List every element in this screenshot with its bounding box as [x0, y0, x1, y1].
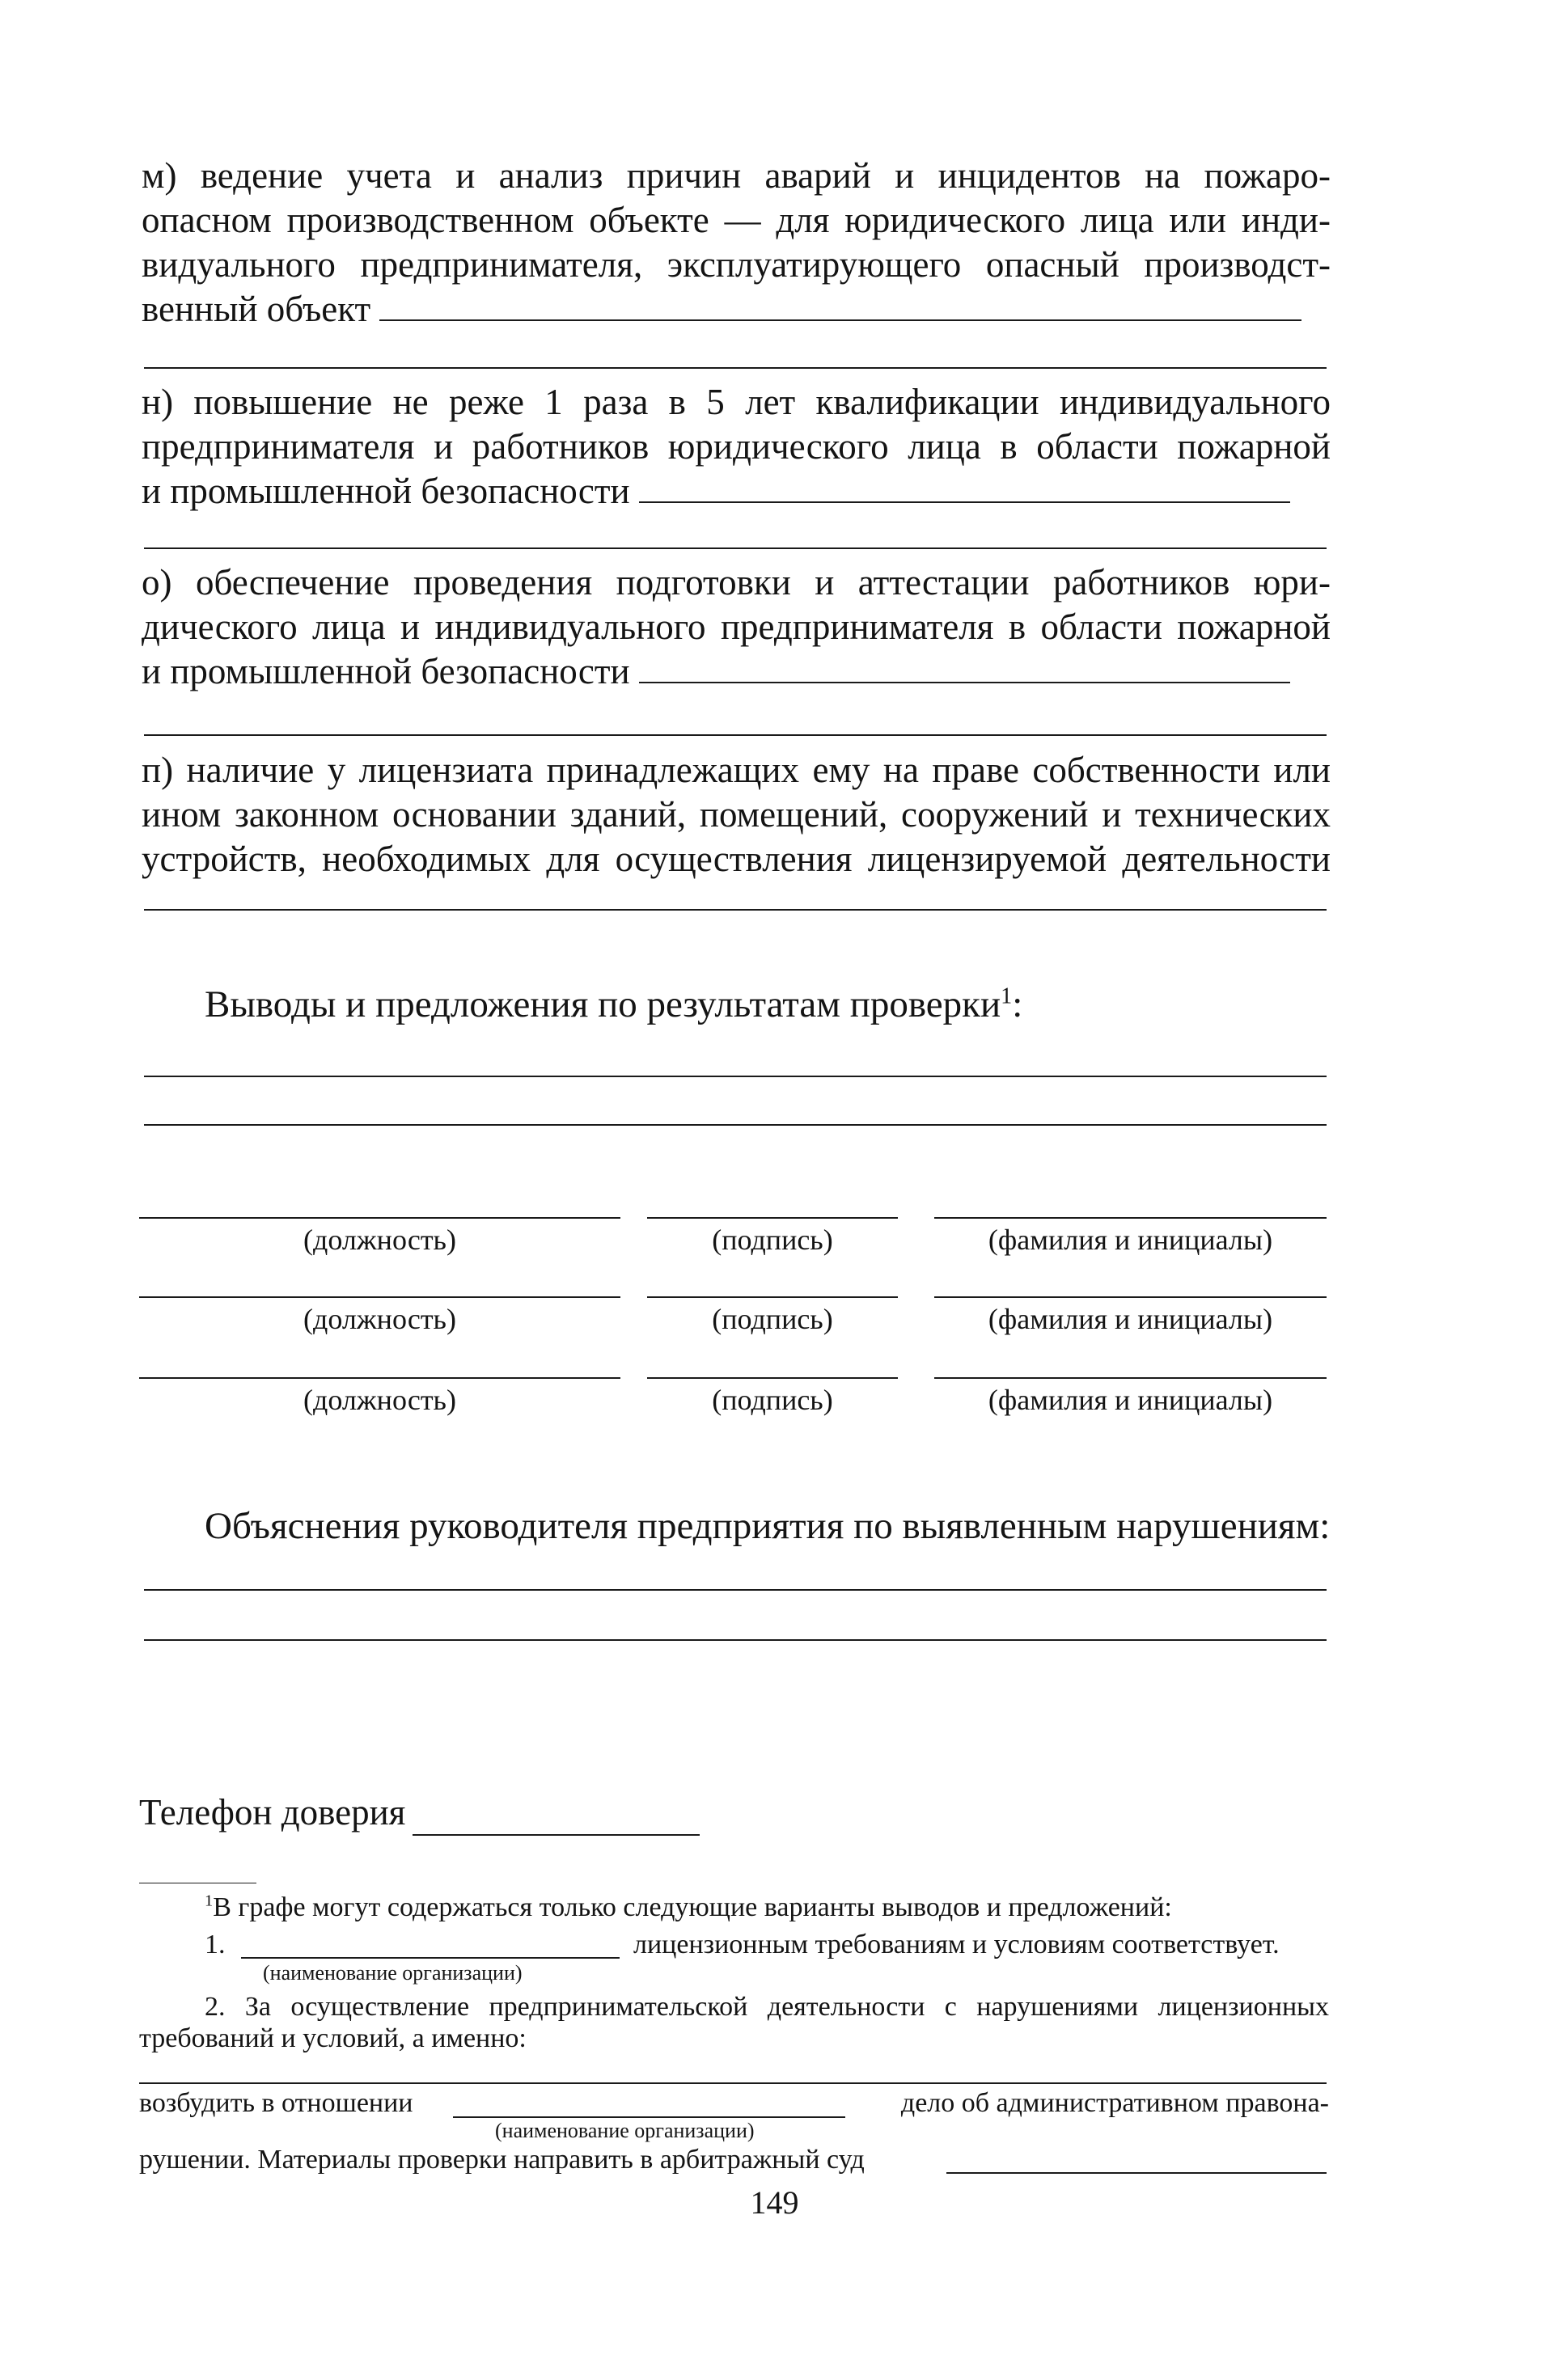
footnote-intro: [205, 1892, 1172, 1923]
item-m-line1: м) ведение учета и анализ причин аварий и инцидентов на пожаро-: [142, 155, 1331, 196]
signature-3-position-line[interactable]: [139, 1377, 620, 1379]
footnote-last-line: рушении. Материалы проверки направить в арбитражный суд: [139, 2145, 865, 2175]
footnote-court-line[interactable]: [946, 2172, 1327, 2174]
signature-2-signature-line[interactable]: [647, 1296, 898, 1298]
item-o-fill-line[interactable]: [639, 681, 1290, 683]
explanations-heading: Объяснения руководителя предприятия по выявленным нарушениям:: [205, 1505, 1331, 1547]
conclusions-heading: [205, 983, 1022, 1026]
footnote-intro-text: В графе могут содержаться только следующие варианты выводов и предложений:: [213, 1892, 1172, 1922]
item-p-fill-line[interactable]: [144, 909, 1327, 911]
item-m-line3: видуального предпринимателя, эксплуатирующего опасный производст-: [142, 244, 1331, 285]
item-n-line1: н) повышение не реже 1 раза в 5 лет квалификации индивидуального: [142, 382, 1331, 422]
conclusions-line-2[interactable]: [144, 1124, 1327, 1126]
hotline-input-line[interactable]: [413, 1834, 700, 1836]
signature-2-signature-caption: (подпись): [712, 1303, 833, 1335]
footnote-initiate-suffix: дело об административном правона-: [900, 2088, 1329, 2118]
item-n-line3-text: и промышленной безопасности: [142, 471, 630, 511]
footnote-item2-violations-line[interactable]: [139, 2082, 1327, 2084]
footnote-initiate-org-caption: (наименование организации): [495, 2119, 755, 2142]
item-m-line2: опасном производственном объекте — для юридического лица или инди-: [142, 200, 1331, 240]
signature-1-name-caption: (фамилия и инициалы): [988, 1224, 1273, 1256]
hotline: [139, 1791, 405, 1833]
conclusions-heading-text: Выводы и предложения по результатам проверки: [205, 983, 1001, 1025]
item-o-line3-text: и промышленной безопасности: [142, 651, 630, 691]
footnote-item1-org-line[interactable]: [241, 1957, 620, 1959]
item-o-line2: дического лица и индивидуального предпринимателя в области пожарной: [142, 607, 1331, 647]
item-n-fill-line[interactable]: [639, 501, 1290, 503]
signature-1-position-line[interactable]: [139, 1217, 620, 1219]
signature-3-name-caption: (фамилия и инициалы): [988, 1384, 1273, 1416]
signature-2-position-line[interactable]: [139, 1296, 620, 1298]
footnote-item1-org-caption: (наименование организации): [263, 1961, 523, 1985]
item-m: [142, 154, 1331, 332]
item-n-line2: предпринимателя и работников юридического лица в области пожарной: [142, 426, 1331, 467]
conclusions-line-1[interactable]: [144, 1076, 1327, 1077]
item-n-line3: [142, 469, 1331, 514]
item-o: [142, 560, 1331, 694]
hotline-label: Телефон доверия: [139, 1792, 406, 1833]
signature-2-position-caption: (должность): [303, 1303, 456, 1335]
item-p-line3: устройств, необходимых для осуществления лицензируемой деятельности: [142, 839, 1331, 879]
footnote-mark: 1: [205, 1892, 214, 1910]
signature-2-name-caption: (фамилия и инициалы): [988, 1303, 1273, 1335]
explanations-line-1[interactable]: [144, 1589, 1327, 1591]
signature-3-signature-caption: (подпись): [712, 1384, 833, 1416]
item-o-line3: [142, 649, 1331, 694]
item-m-fill-line[interactable]: [379, 319, 1301, 321]
item-p-line1: п) наличие у лицензиата принадлежащих ему на праве собственности или: [142, 750, 1331, 790]
explanations-line-2[interactable]: [144, 1639, 1327, 1641]
signature-1-name-line[interactable]: [934, 1217, 1327, 1219]
footnote-item2-line1: 2. За осуществление предпринимательской деятельности с нарушениями лицензионных: [205, 1992, 1329, 2022]
item-p: [142, 748, 1331, 881]
signature-1-signature-line[interactable]: [647, 1217, 898, 1219]
item-m-line4-text: венный объект: [142, 289, 371, 329]
footnote-item1-number: 1.: [205, 1930, 226, 1959]
signature-3-position-caption: (должность): [303, 1384, 456, 1416]
footnote-item1-text: лицензионным требованиям и условиям соответствует.: [633, 1930, 1280, 1959]
page-number: 149: [750, 2184, 799, 2221]
item-p-line2: ином законном основании зданий, помещений, сооружений и технических: [142, 794, 1331, 835]
signature-1-position-caption: (должность): [303, 1224, 456, 1256]
footnote-initiate-org-line[interactable]: [453, 2116, 845, 2118]
item-o-line1: о) обеспечение проведения подготовки и аттестации работников юри-: [142, 562, 1331, 602]
footnote-item2-line2: требований и условий, а именно:: [139, 2023, 527, 2053]
signature-1-signature-caption: (подпись): [712, 1224, 833, 1256]
signature-3-name-line[interactable]: [934, 1377, 1327, 1379]
item-n-extra-line[interactable]: [144, 547, 1327, 549]
conclusions-colon: :: [1012, 983, 1023, 1025]
conclusions-footnote-mark: 1: [1001, 983, 1013, 1009]
signature-2-name-line[interactable]: [934, 1296, 1327, 1298]
item-m-extra-line[interactable]: [144, 367, 1327, 369]
item-n: [142, 380, 1331, 514]
item-o-extra-line[interactable]: [144, 734, 1327, 736]
signature-3-signature-line[interactable]: [647, 1377, 898, 1379]
footnote-initiate-prefix: возбудить в отношении: [139, 2088, 413, 2118]
item-m-line4: [142, 287, 1331, 332]
